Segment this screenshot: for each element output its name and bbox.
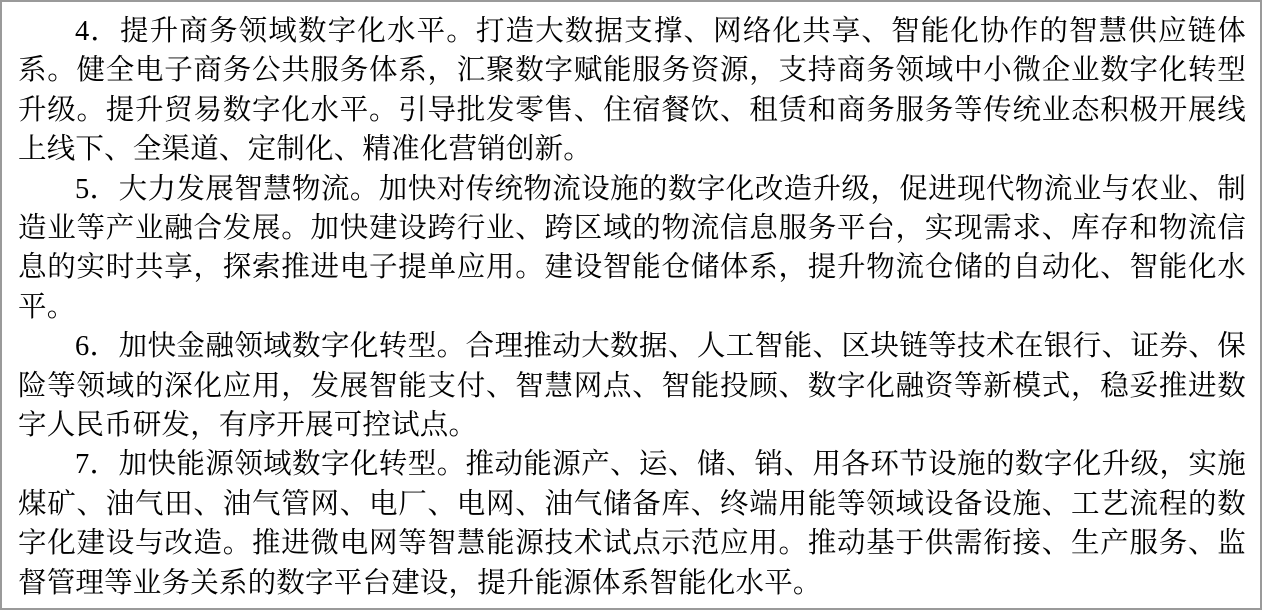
paragraph-7: 7．加快能源领域数字化转型。推动能源产、运、储、销、用各环节设施的数字化升级，实施煤矿、油气田、油气管网、电厂、电网、油气储备库、终端用能等领域设备设施、工艺流程的数字化建设与改造。推进微电网等智慧能源技术试点示范应用。推动基于供需衔接、生产服务、监督管理等业务关系的数字平台建设，提升能源体系智能化水平。	[18, 449, 1246, 599]
paragraph-4: 4．提升商务领域数字化水平。打造大数据支撑、网络化共享、智能化协作的智慧供应链体系。健全电子商务公共服务体系，汇聚数字赋能服务资源，支持商务领域中小微企业数字化转型升级。提升贸易数字化水平。引导批发零售、住宿餐饮、租赁和商务服务等传统业态积极开展线上线下、全渠道、定制化、精准化营销创新。	[18, 16, 1246, 166]
paragraph-5: 5．大力发展智慧物流。加快对传统物流设施的数字化改造升级，促进现代物流业与农业、制造业等产业融合发展。加快建设跨行业、跨区域的物流信息服务平台，实现需求、库存和物流信息的实时共享，探索推进电子提单应用。建设智能仓储体系，提升物流仓储的自动化、智能化水平。	[18, 173, 1246, 323]
paragraph-6: 6．加快金融领域数字化转型。合理推动大数据、人工智能、区块链等技术在银行、证券、保险等领域的深化应用，发展智能支付、智慧网点、智能投顾、数字化融资等新模式，稳妥推进数字人民币研发，有序开展可控试点。	[18, 331, 1246, 442]
document-body	[18, 12, 1246, 598]
